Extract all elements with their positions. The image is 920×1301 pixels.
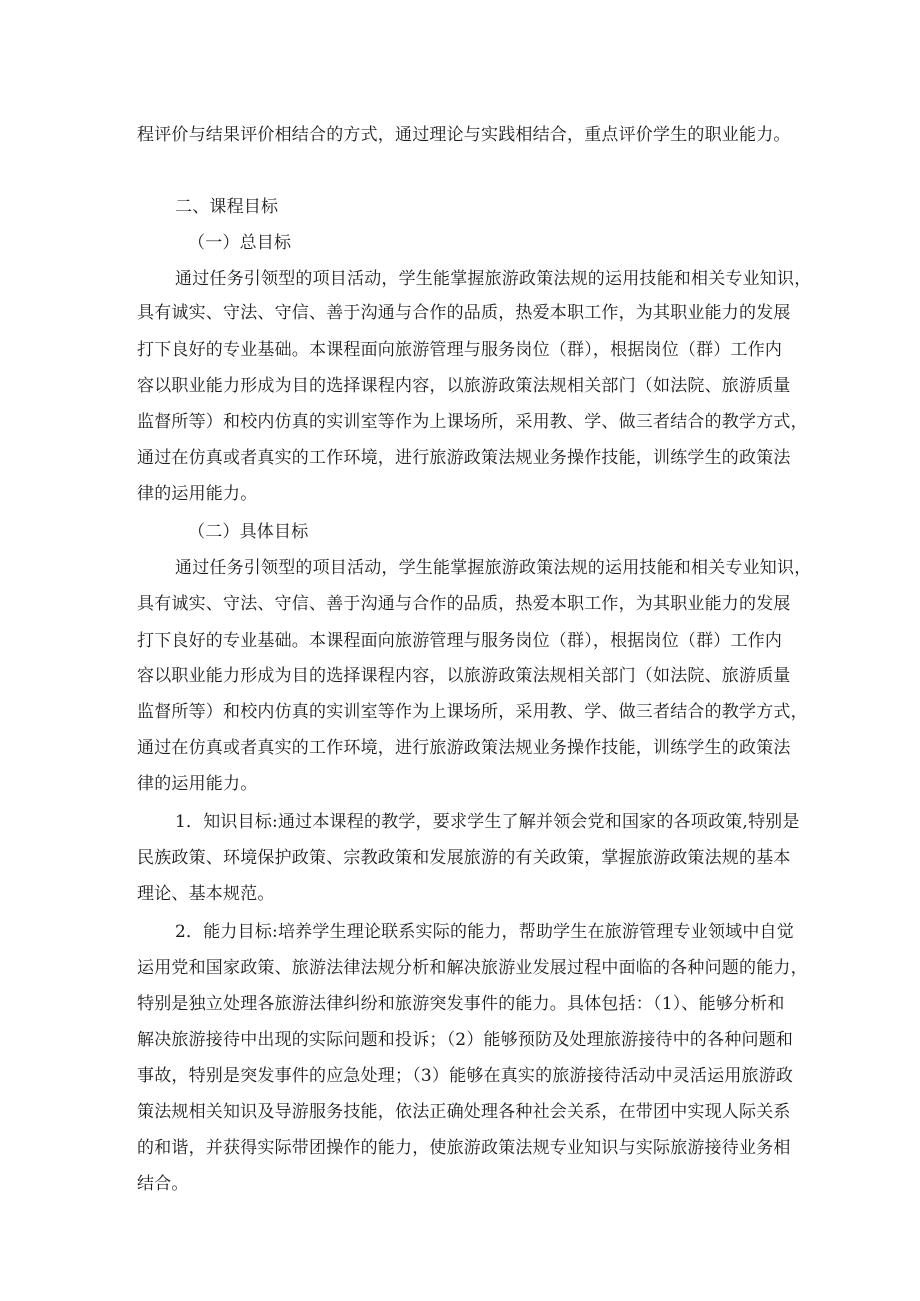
paragraph-line: 解决旅游接待中出现的实际问题和投诉；（2）能够预防及处理旅游接待中的各种问题和 — [137, 1030, 794, 1050]
paragraph-line: 通过在仿真或者真实的工作环境，进行旅游政策法规业务操作技能，训练学生的政策法 — [137, 738, 791, 758]
paragraph-line: 通过在仿真或者真实的工作环境，进行旅游政策法规业务操作技能，训练学生的政策法 — [137, 448, 791, 468]
paragraph-line: 事故，特别是突发事件的应急处理；（3）能够在真实的旅游接待活动中灵活运用旅游政 — [137, 1066, 794, 1086]
paragraph-line: 特别是独立处理各旅游法律纠纷和旅游突发事件的能力。具体包括：（1）、能够分析和 — [137, 994, 785, 1014]
subsection-heading: （二）具体目标 — [188, 522, 309, 542]
paragraph-line: 监督所等）和校内仿真的实训室等作为上课场所，采用教、学、做三者结合的教学方式， — [137, 702, 808, 722]
paragraph-line: 通过任务引领型的项目活动，学生能掌握旅游政策法规的运用技能和相关专业知识， — [175, 558, 812, 578]
paragraph-line: 1．知识目标:通过本课程的教学，要求学生了解并领会党和国家的各项政策,特别是 — [175, 812, 800, 832]
paragraph-line: 策法规相关知识及导游服务技能，依法正确处理各种社会关系，在带团中实现人际关系 — [137, 1102, 791, 1122]
paragraph-line: 具有诚实、守法、守信、善于沟通与合作的品质，热爱本职工作，为其职业能力的发展 — [137, 303, 791, 323]
paragraph-line: 具有诚实、守法、守信、善于沟通与合作的品质，热爱本职工作，为其职业能力的发展 — [137, 594, 791, 614]
subsection-heading: （一）总目标 — [188, 233, 292, 253]
paragraph-line: 打下良好的专业基础。本课程面向旅游管理与服务岗位（群），根据岗位（群）工作内 — [137, 631, 783, 651]
paragraph-line: 律的运用能力。 — [137, 484, 258, 504]
paragraph-line: 程评价与结果评价相结合的方式，通过理论与实践相结合，重点评价学生的职业能力。 — [137, 125, 791, 145]
paragraph-line: 打下良好的专业基础。本课程面向旅游管理与服务岗位（群），根据岗位（群）工作内 — [137, 340, 783, 360]
paragraph-line: 容以职业能力形成为目的选择课程内容，以旅游政策法规相关部门（如法院、旅游质量 — [137, 666, 791, 686]
section-heading: 二、课程目标 — [175, 197, 279, 217]
paragraph-line: 2．能力目标:培养学生理论联系实际的能力，帮助学生在旅游管理专业领域中自觉 — [175, 922, 794, 942]
paragraph-line: 理论、基本规范。 — [137, 884, 275, 904]
paragraph-line: 容以职业能力形成为目的选择课程内容，以旅游政策法规相关部门（如法院、旅游质量 — [137, 376, 791, 396]
paragraph-line: 结合。 — [137, 1174, 189, 1194]
paragraph-line: 运用党和国家政策、旅游法律法规分析和解决旅游业发展过程中面临的各种问题的能力， — [137, 958, 808, 978]
paragraph-line: 律的运用能力。 — [137, 774, 258, 794]
paragraph-line: 民族政策、环境保护政策、宗教政策和发展旅游的有关政策，掌握旅游政策法规的基本 — [137, 848, 791, 868]
paragraph-line: 通过任务引领型的项目活动，学生能掌握旅游政策法规的运用技能和相关专业知识， — [175, 269, 812, 289]
paragraph-line: 的和谐，并获得实际带团操作的能力，使旅游政策法规专业知识与实际旅游接待业务相 — [137, 1138, 791, 1158]
paragraph-line: 监督所等）和校内仿真的实训室等作为上课场所，采用教、学、做三者结合的教学方式， — [137, 412, 808, 432]
